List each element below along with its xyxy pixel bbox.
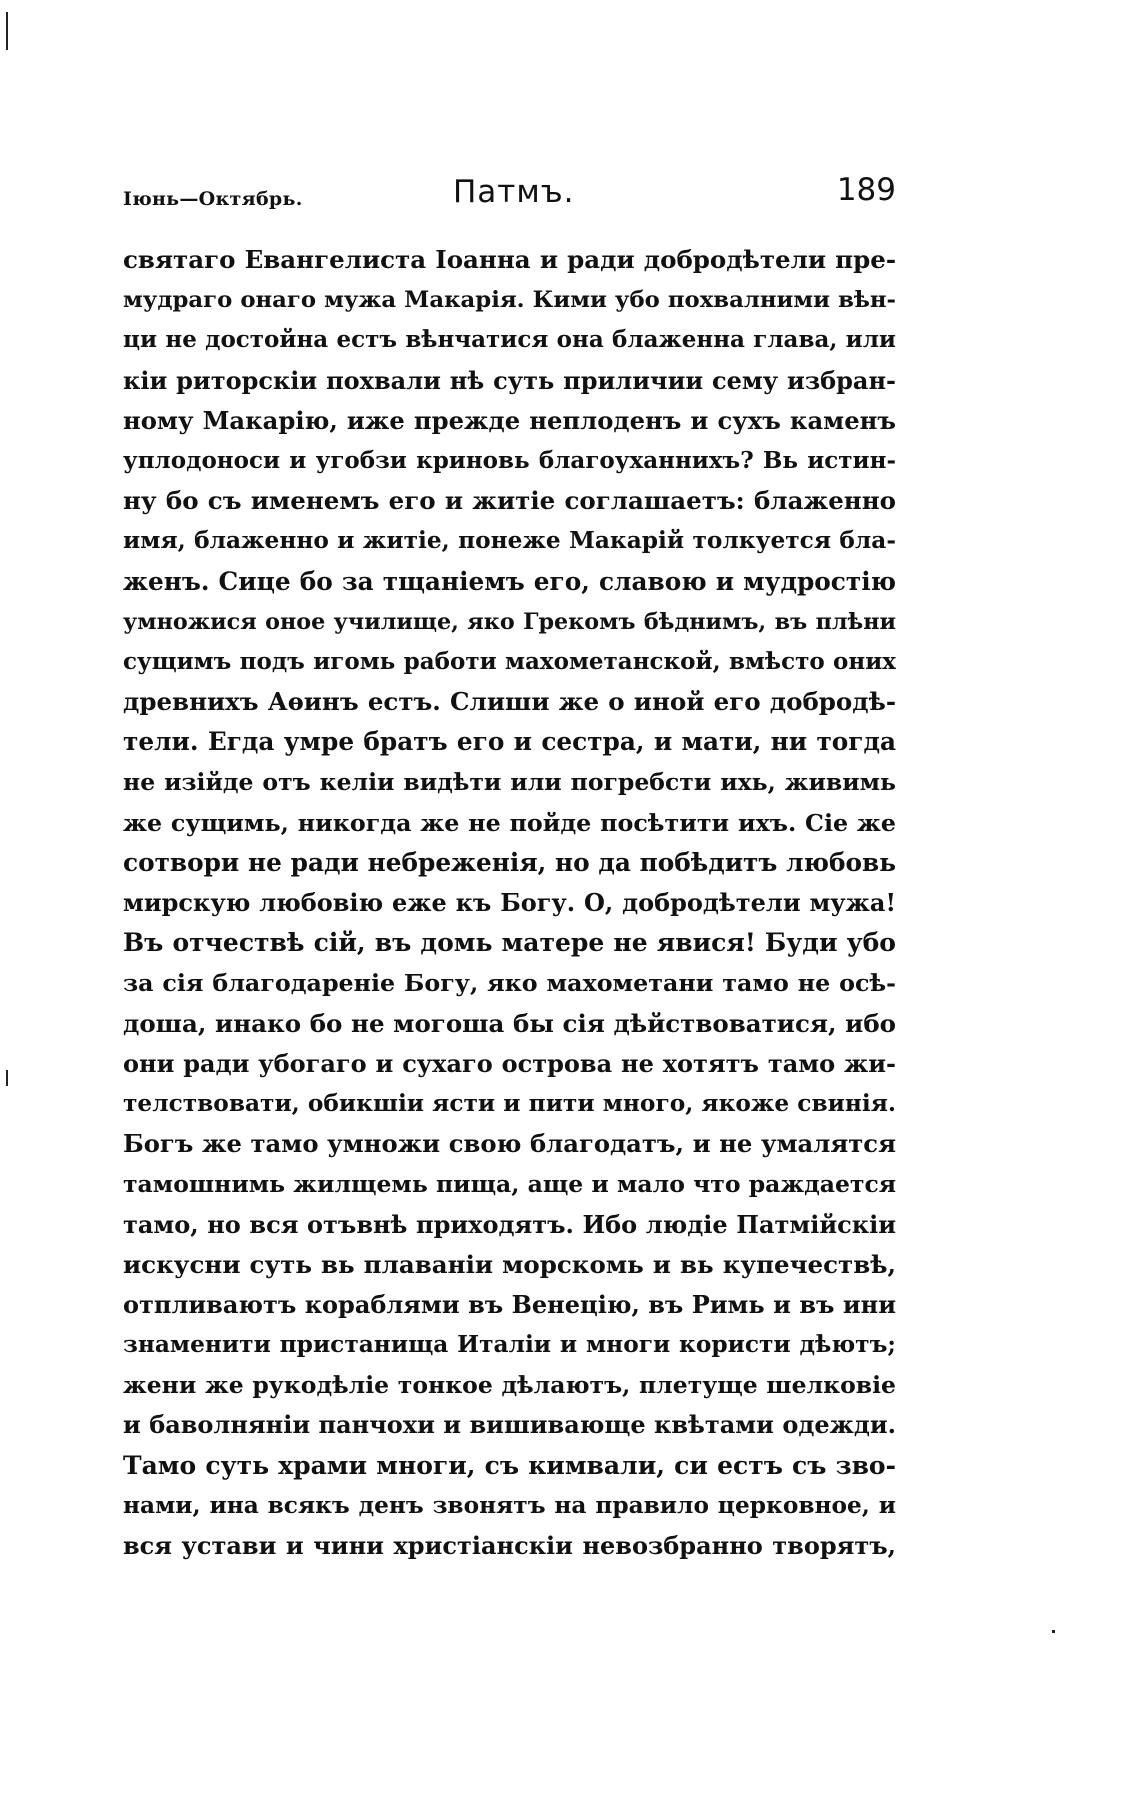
text-line: древнихъ Аѳинъ естъ. Слиши же о иной его добродѣ-	[123, 687, 896, 717]
body-text	[123, 240, 896, 1566]
margin-mark	[6, 1070, 8, 1086]
text-line: доша, инако бо не могоша бы сія дѣйствоватися, ибо	[123, 1008, 896, 1038]
text-line: они ради убогаго и сухаго острова не хотятъ тамо жи-	[123, 1048, 896, 1078]
text-line: сотвори не ради небреженія, но да побѣдитъ любовь	[123, 847, 896, 877]
running-header-title: Патмъ.	[453, 174, 575, 210]
text-line: же сущимь, никогда же не пойде посѣтити ихъ. Сіе же	[123, 808, 896, 837]
text-line: умножися оное училище, яко Грекомъ бѣднимъ, въ плѣни	[123, 608, 896, 635]
text-line: за сія благодареніе Богу, яко махометани тамо не осѣ-	[123, 969, 896, 998]
text-line: ци не достойна естъ вѣнчатися она блаженна глава, или	[123, 326, 896, 354]
page-number: 189	[836, 172, 896, 208]
text-line: сущимъ подъ игомь работи махометанской, вмѣсто оних	[123, 647, 896, 675]
text-line: жени же рукодѣліе тонкое дѣлаютъ, плетуще шелковіе	[123, 1371, 896, 1400]
text-line: вся устави и чини христіанскіи невозбранно творятъ,	[123, 1531, 896, 1560]
text-line: Богъ же тамо умножи свою благодатъ, и не умалятся	[123, 1129, 896, 1159]
text-line: ному Макарію, иже прежде неплоденъ и сухъ каменъ	[123, 405, 896, 435]
text-line: не изійде отъ келіи видѣти или погребсти ихь, живимь	[123, 768, 896, 797]
text-line: знаменити пристанища Италіи и многи користи дѣютъ;	[123, 1331, 896, 1359]
text-line: Тамо суть храми многи, съ кимвали, си естъ съ зво-	[123, 1450, 896, 1480]
text-line: мудраго онаго мужа Макарія. Кими убо похвалними вѣн-	[123, 287, 896, 314]
running-header-months: Іюнь—Октябрь.	[123, 188, 303, 210]
text-line: мирскую любовію еже къ Богу. О, добродѣтели мужа!	[123, 888, 896, 917]
text-line: отпливаютъ кораблями въ Венецію, въ Римь и въ ини	[123, 1289, 896, 1319]
text-line: искусни суть вь плаваніи морскомь и вь купечествѣ,	[123, 1249, 896, 1279]
text-line: тели. Егда умре братъ его и сестра, и мати, ни тогда	[123, 727, 896, 757]
text-line: ну бо съ именемъ его и житіе соглашаетъ: блаженно	[123, 486, 896, 516]
text-line: тамошнимь жилщемь пища, аще и мало что раждается	[123, 1170, 896, 1199]
running-header	[123, 170, 896, 220]
text-line: и баволняніи панчохи и вишивающе квѣтами одежди.	[123, 1410, 896, 1440]
margin-mark	[1052, 1630, 1055, 1633]
margin-mark	[6, 12, 8, 50]
text-line: уплодоноси и угобзи криновь благоуханнихъ? Вь истин-	[123, 446, 896, 474]
text-line: женъ. Сице бо за тщаніемъ его, славою и мудростію	[123, 566, 896, 596]
text-line: нами, ина всякъ денъ звонятъ на правило церковное, и	[123, 1491, 896, 1519]
text-line: имя, блаженно и житіе, понеже Макарій толкуется бла-	[123, 527, 896, 555]
text-line: телствовати, обикшіи ясти и пити много, якоже свинія.	[123, 1089, 896, 1117]
text-line: Въ отчествѣ сій, въ домь матере не явися! Буди убо	[123, 928, 896, 958]
text-line: кіи риторскіи похвали нѣ суть приличии сему избран-	[123, 365, 896, 395]
text-line: тамо, но вся отъвнѣ приходятъ. Ибо людіе Патмійскіи	[123, 1209, 896, 1239]
text-line: святаго Евангелиста Іоанна и ради добродѣтели пре-	[123, 245, 896, 274]
